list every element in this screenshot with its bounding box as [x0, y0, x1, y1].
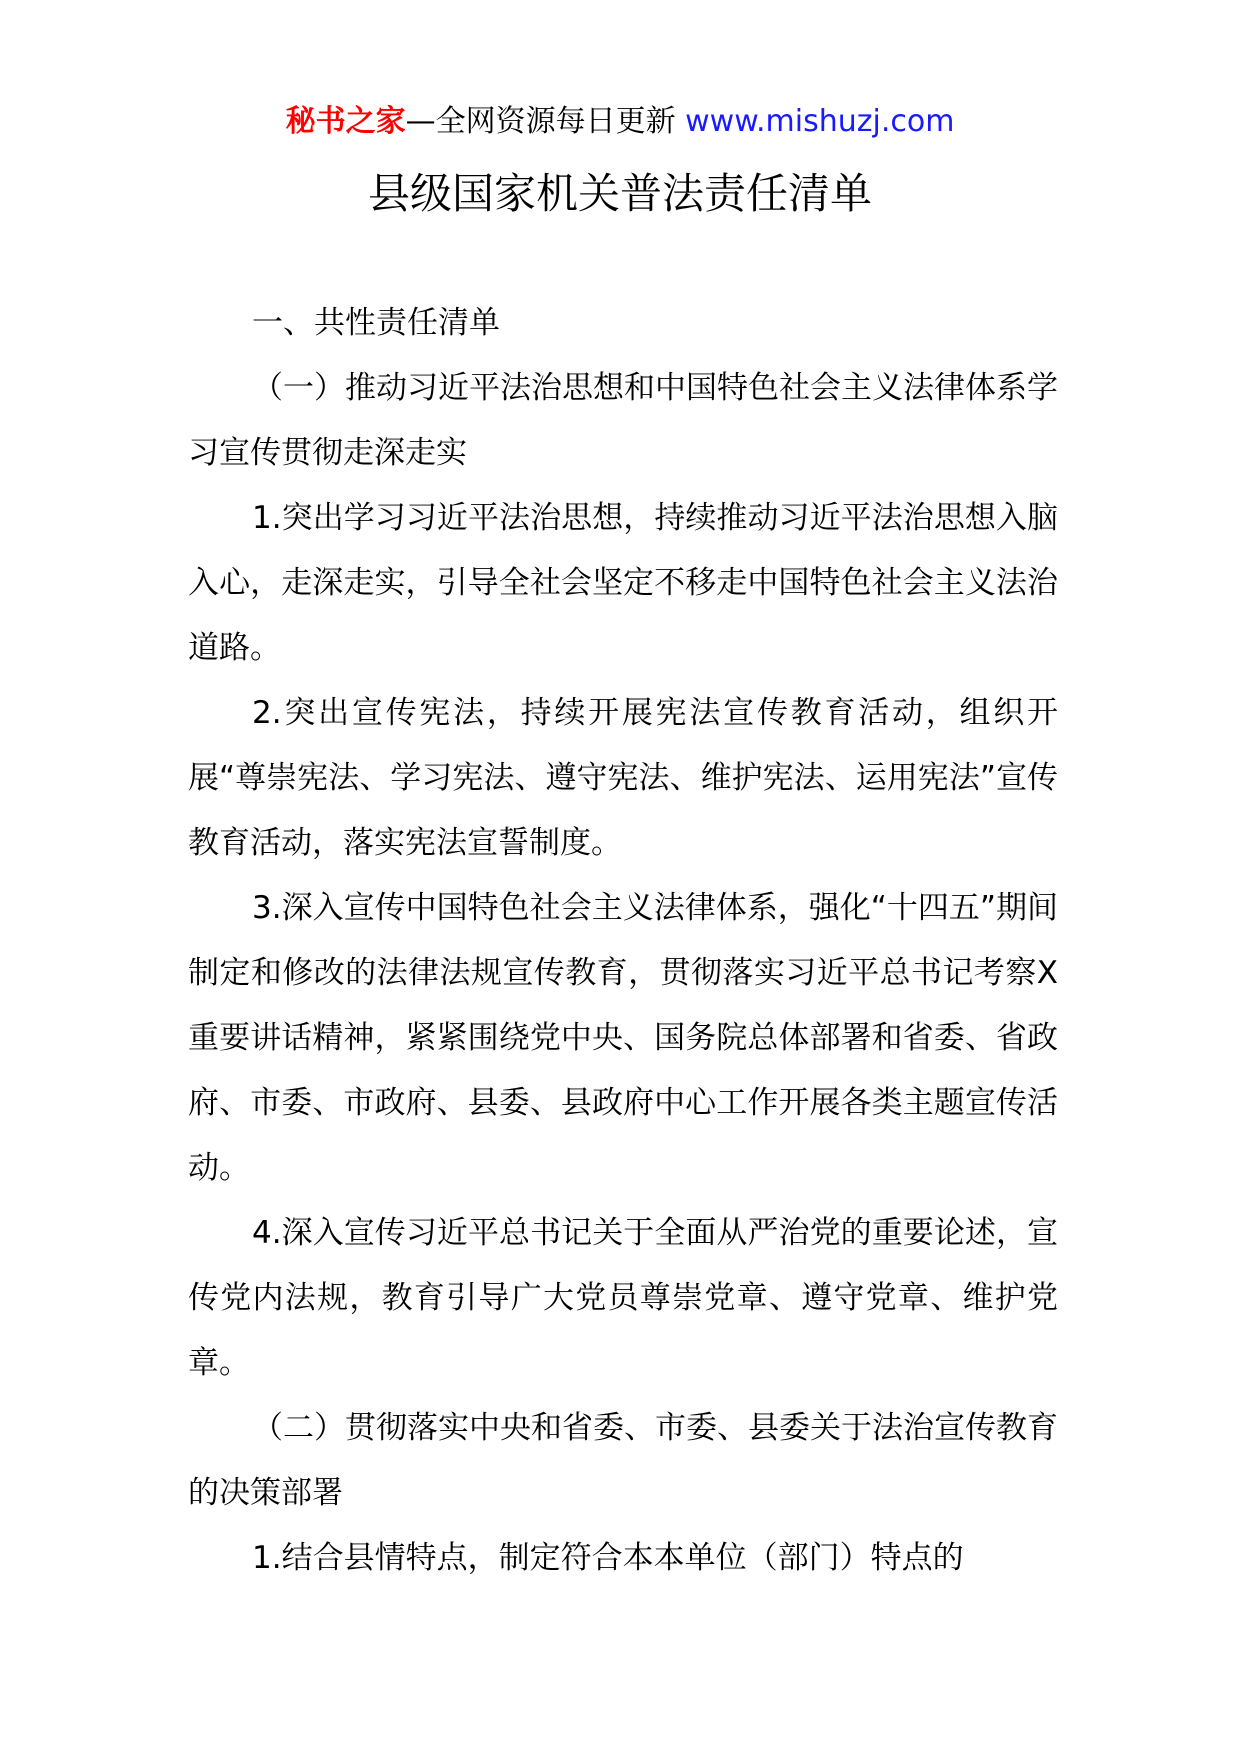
body-paragraph: 2.突出宣传宪法，持续开展宪法宣传教育活动，组织开展“尊崇宪法、学习宪法、遵守宪法、维护宪法、运用宪法”宣传教育活动，落实宪法宣誓制度。 — [188, 695, 1058, 861]
body-paragraph: 4.深入宣传习近平总书记关于全面从严治党的重要论述，宣传党内法规，教育引导广大党员尊崇党章、遵守党章、维护党章。 — [188, 1215, 1058, 1381]
subsection-heading: （二）贯彻落实中央和省委、市委、县委关于法治宣传教育的决策部署 — [188, 1410, 1058, 1511]
section-heading: 一、共性责任清单 — [252, 305, 500, 341]
document-body — [188, 291, 1058, 1591]
body-paragraph: 3.深入宣传中国特色社会主义法律体系，强化“十四五”期间制定和修改的法律法规宣传教育，贯彻落实习近平总书记考察X重要讲话精神，紧紧围绕党中央、国务院总体部署和省委、省政府、市委、市政府、县委、县政府中心工作开展各类主题宣传活动。 — [188, 890, 1058, 1186]
body-paragraph: 1.突出学习习近平法治思想，持续推动习近平法治思想入脑入心，走深走实，引导全社会坚定不移走中国特色社会主义法治道路。 — [188, 500, 1058, 666]
site-brand: 秘书之家 — [285, 104, 406, 139]
subsection-heading: （一）推动习近平法治思想和中国特色社会主义法律体系学习宣传贯彻走深走实 — [188, 370, 1058, 471]
body-paragraph: 1.结合县情特点，制定符合本本单位（部门）特点的 — [252, 1540, 964, 1576]
site-header — [0, 100, 1240, 144]
document-title: 县级国家机关普法责任清单 — [367, 169, 872, 218]
site-tagline: —全网资源每日更新 — [405, 104, 686, 139]
site-url-link[interactable]: www.mishuzj.com — [685, 104, 955, 139]
